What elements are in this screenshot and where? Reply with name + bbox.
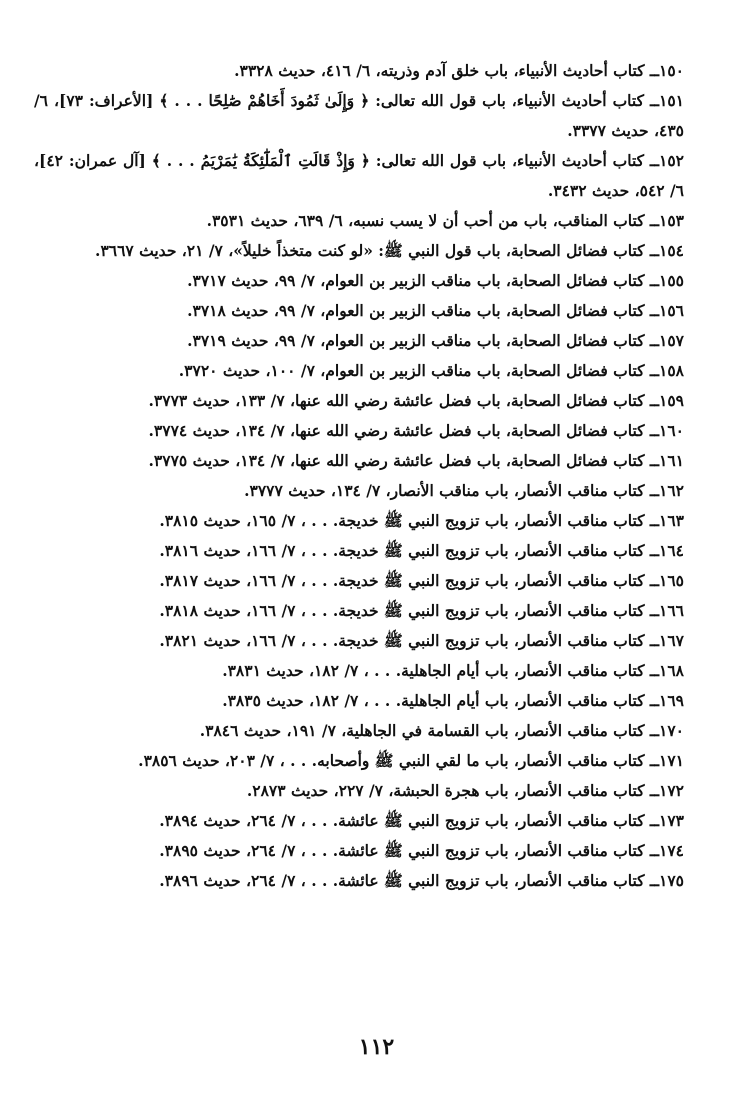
footnote-entry-171: ١٧١ــ كتاب مناقب الأنصار، باب ما لقي النبي ﷺ وأصحابه. . . ، ٧/ ٢٠٣، حديث ٣٨٥٦. — [138, 751, 684, 770]
entry-text: كتاب فضائل الصحابة، باب مناقب الزبير بن العوام، ٧/ ١٠٠، حديث ٣٧٢٠. — [178, 361, 645, 380]
entry-text: كتاب مناقب الأنصار، باب تزويج النبي ﷺ خديجة. . . ، ٧/ ١٦٦، حديث ٣٨١٨. — [159, 601, 645, 620]
entry-text: كتاب فضائل الصحابة، باب مناقب الزبير بن العوام، ٧/ ٩٩، حديث ٣٧١٩. — [187, 331, 645, 350]
footnote-entry-167: ١٦٧ــ كتاب مناقب الأنصار، باب تزويج النبي ﷺ خديجة. . . ، ٧/ ١٦٦، حديث ٣٨٢١. — [159, 631, 684, 650]
footnote-entry-153: ١٥٣ــ كتاب المناقب، باب من أحب أن لا يسب نسبه، ٦/ ٦٣٩، حديث ٣٥٣١. — [206, 211, 684, 230]
footnote-entry-164: ١٦٤ــ كتاب مناقب الأنصار، باب تزويج النبي ﷺ خديجة. . . ، ٧/ ١٦٦، حديث ٣٨١٦. — [159, 541, 684, 560]
entry-number: ١٧٤ — [659, 841, 684, 860]
footnote-entry-168: ١٦٨ــ كتاب مناقب الأنصار، باب أيام الجاهلية. . . ، ٧/ ١٨٢، حديث ٣٨٣١. — [222, 661, 684, 680]
entry-number: ١٧٥ — [659, 871, 684, 890]
entry-number: ١٦٦ — [659, 601, 684, 620]
entry-text: كتاب مناقب الأنصار، باب تزويج النبي ﷺ عائشة. . . ، ٧/ ٢٦٤، حديث ٣٨٩٥. — [159, 841, 645, 860]
footnote-entry-155: ١٥٥ــ كتاب فضائل الصحابة، باب مناقب الزبير بن العوام، ٧/ ٩٩، حديث ٣٧١٧. — [187, 271, 684, 290]
entry-number: ١٧٣ — [659, 811, 684, 830]
footnote-entry-165: ١٦٥ــ كتاب مناقب الأنصار، باب تزويج النبي ﷺ خديجة. . . ، ٧/ ١٦٦، حديث ٣٨١٧. — [159, 571, 684, 590]
entry-number: ١٦٠ — [659, 421, 684, 440]
footnote-entry-174: ١٧٤ــ كتاب مناقب الأنصار، باب تزويج النبي ﷺ عائشة. . . ، ٧/ ٢٦٤، حديث ٣٨٩٥. — [159, 841, 684, 860]
entry-text: كتاب أحاديث الأنبياء، باب قول الله تعالى: ﴿ وَإِلَىٰ ثَمُودَ أَخَاهُمْ صَٰلِحًا . . . ﴾ [الأعراف: ٧٣]، ٦/ ٤٣٥، حديث ٣٣٧٧. — [34, 91, 684, 140]
entry-text: كتاب مناقب الأنصار، باب تزويج النبي ﷺ عائشة. . . ، ٧/ ٢٦٤، حديث ٣٨٩٦. — [159, 871, 645, 890]
entry-number: ١٦١ — [659, 451, 684, 470]
entry-number: ١٧١ — [659, 751, 684, 770]
entry-text: كتاب مناقب الأنصار، باب أيام الجاهلية. . . ، ٧/ ١٨٢، حديث ٣٨٣١. — [222, 661, 645, 680]
entry-text: كتاب مناقب الأنصار، باب تزويج النبي ﷺ خديجة. . . ، ٧/ ١٦٦، حديث ٣٨١٦. — [159, 541, 645, 560]
page-number: ١١٢ — [358, 1034, 395, 1060]
entry-text: كتاب المناقب، باب من أحب أن لا يسب نسبه، ٦/ ٦٣٩، حديث ٣٥٣١. — [206, 211, 645, 230]
footnote-entry-159: ١٥٩ــ كتاب فضائل الصحابة، باب فضل عائشة رضي الله عنها، ٧/ ١٣٣، حديث ٣٧٧٣. — [148, 391, 684, 410]
footnote-entry-158: ١٥٨ــ كتاب فضائل الصحابة، باب مناقب الزبير بن العوام، ٧/ ١٠٠، حديث ٣٧٢٠. — [178, 361, 684, 380]
entry-number: ١٥٤ — [659, 241, 684, 260]
entry-number: ١٦٥ — [659, 571, 684, 590]
footnote-entry-154: ١٥٤ــ كتاب فضائل الصحابة، باب قول النبي ﷺ: «لو كنت متخذاً خليلاً»، ٧/ ٢١، حديث ٣٦٦٧. — [95, 241, 684, 260]
entry-text: كتاب أحاديث الأنبياء، باب خلق آدم وذريته، ٦/ ٤١٦، حديث ٣٣٢٨. — [234, 61, 645, 80]
entry-number: ١٥٦ — [659, 301, 684, 320]
footnote-entry-172: ١٧٢ــ كتاب مناقب الأنصار، باب هجرة الحبشة، ٧/ ٢٢٧، حديث ٢٨٧٣. — [246, 781, 684, 800]
entry-number: ١٦٤ — [659, 541, 684, 560]
footnote-entry-163: ١٦٣ــ كتاب مناقب الأنصار، باب تزويج النبي ﷺ خديجة. . . ، ٧/ ١٦٥، حديث ٣٨١٥. — [159, 511, 684, 530]
footnote-entry-161: ١٦١ــ كتاب فضائل الصحابة، باب فضل عائشة رضي الله عنها، ٧/ ١٣٤، حديث ٣٧٧٥. — [148, 451, 684, 470]
entry-number: ١٥٠ — [659, 61, 684, 80]
entry-number: ١٦٢ — [659, 481, 684, 500]
entry-number: ١٥١ — [659, 91, 685, 110]
footnote-entry-162: ١٦٢ــ كتاب مناقب الأنصار، باب مناقب الأنصار، ٧/ ١٣٤، حديث ٣٧٧٧. — [244, 481, 684, 500]
entry-number: ١٥٧ — [659, 331, 684, 350]
footnote-list — [34, 56, 684, 896]
entry-number: ١٧٠ — [659, 721, 684, 740]
entry-number: ١٥٢ — [659, 151, 684, 170]
entry-number: ١٦٣ — [659, 511, 684, 530]
footnote-entry-169: ١٦٩ــ كتاب مناقب الأنصار، باب أيام الجاهلية. . . ، ٧/ ١٨٢، حديث ٣٨٣٥. — [222, 691, 684, 710]
entry-text: كتاب مناقب الأنصار، باب تزويج النبي ﷺ عائشة. . . ، ٧/ ٢٦٤، حديث ٣٨٩٤. — [159, 811, 645, 830]
footnote-entry-160: ١٦٠ــ كتاب فضائل الصحابة، باب فضل عائشة رضي الله عنها، ٧/ ١٣٤، حديث ٣٧٧٤. — [148, 421, 684, 440]
footnote-entry-151: ١٥١ــ كتاب أحاديث الأنبياء، باب قول الله تعالى: ﴿ وَإِلَىٰ ثَمُودَ أَخَاهُمْ صَٰلِحًا . . . ﴾ [الأعراف: ٧٣]، ٦/ ٤٣٥، حديث ٣٣٧٧. — [34, 91, 685, 140]
entry-text: كتاب فضائل الصحابة، باب فضل عائشة رضي الله عنها، ٧/ ١٣٣، حديث ٣٧٧٣. — [148, 391, 645, 410]
footnote-entry-150: ١٥٠ــ كتاب أحاديث الأنبياء، باب خلق آدم وذريته، ٦/ ٤١٦، حديث ٣٣٢٨. — [234, 61, 684, 80]
entry-number: ١٥٨ — [659, 361, 684, 380]
entry-number: ١٦٩ — [659, 691, 684, 710]
entry-number: ١٦٨ — [659, 661, 684, 680]
entry-text: كتاب مناقب الأنصار، باب هجرة الحبشة، ٧/ ٢٢٧، حديث ٢٨٧٣. — [246, 781, 645, 800]
entry-text: كتاب مناقب الأنصار، باب تزويج النبي ﷺ خديجة. . . ، ٧/ ١٦٥، حديث ٣٨١٥. — [159, 511, 645, 530]
footnote-entry-166: ١٦٦ــ كتاب مناقب الأنصار، باب تزويج النبي ﷺ خديجة. . . ، ٧/ ١٦٦، حديث ٣٨١٨. — [159, 601, 684, 620]
entry-text: كتاب فضائل الصحابة، باب مناقب الزبير بن العوام، ٧/ ٩٩، حديث ٣٧١٧. — [187, 271, 645, 290]
entry-number: ١٥٣ — [659, 211, 684, 230]
entry-number: ١٦٧ — [659, 631, 684, 650]
entry-text: كتاب مناقب الأنصار، باب تزويج النبي ﷺ خديجة. . . ، ٧/ ١٦٦، حديث ٣٨١٧. — [159, 571, 645, 590]
footnote-entry-175: ١٧٥ــ كتاب مناقب الأنصار، باب تزويج النبي ﷺ عائشة. . . ، ٧/ ٢٦٤، حديث ٣٨٩٦. — [159, 871, 684, 890]
entry-text: كتاب مناقب الأنصار، باب القسامة في الجاهلية، ٧/ ١٩١، حديث ٣٨٤٦. — [199, 721, 645, 740]
entry-text: كتاب مناقب الأنصار، باب ما لقي النبي ﷺ وأصحابه. . . ، ٧/ ٢٠٣، حديث ٣٨٥٦. — [138, 751, 645, 770]
entry-text: كتاب أحاديث الأنبياء، باب قول الله تعالى: ﴿ وَإِذْ قَالَتِ ٱلْمَلَٰٓئِكَةُ يَٰمَرْيَمُ . . . ﴾ [آل عمران: ٤٢]، ٦/ ٥٤٢، حديث ٣٤٣٢. — [34, 151, 684, 200]
entry-text: كتاب مناقب الأنصار، باب أيام الجاهلية. . . ، ٧/ ١٨٢، حديث ٣٨٣٥. — [222, 691, 645, 710]
entry-text: كتاب فضائل الصحابة، باب فضل عائشة رضي الله عنها، ٧/ ١٣٤، حديث ٣٧٧٥. — [148, 451, 645, 470]
footnote-entry-170: ١٧٠ــ كتاب مناقب الأنصار، باب القسامة في الجاهلية، ٧/ ١٩١، حديث ٣٨٤٦. — [199, 721, 684, 740]
entry-number: ١٧٢ — [659, 781, 684, 800]
entry-text: كتاب فضائل الصحابة، باب فضل عائشة رضي الله عنها، ٧/ ١٣٤، حديث ٣٧٧٤. — [148, 421, 645, 440]
footnote-entry-173: ١٧٣ــ كتاب مناقب الأنصار، باب تزويج النبي ﷺ عائشة. . . ، ٧/ ٢٦٤، حديث ٣٨٩٤. — [159, 811, 684, 830]
entry-text: كتاب مناقب الأنصار، باب تزويج النبي ﷺ خديجة. . . ، ٧/ ١٦٦، حديث ٣٨٢١. — [159, 631, 645, 650]
footnote-entry-157: ١٥٧ــ كتاب فضائل الصحابة، باب مناقب الزبير بن العوام، ٧/ ٩٩، حديث ٣٧١٩. — [187, 331, 684, 350]
entry-text: كتاب مناقب الأنصار، باب مناقب الأنصار، ٧/ ١٣٤، حديث ٣٧٧٧. — [244, 481, 645, 500]
entry-text: كتاب فضائل الصحابة، باب مناقب الزبير بن العوام، ٧/ ٩٩، حديث ٣٧١٨. — [187, 301, 645, 320]
footnote-entry-152: ١٥٢ــ كتاب أحاديث الأنبياء، باب قول الله تعالى: ﴿ وَإِذْ قَالَتِ ٱلْمَلَٰٓئِكَةُ يَٰمَرْيَمُ . . . ﴾ [آل عمران: ٤٢]، ٦/ ٥٤٢، حديث ٣٤٣٢. — [34, 151, 684, 200]
footnote-entry-156: ١٥٦ــ كتاب فضائل الصحابة، باب مناقب الزبير بن العوام، ٧/ ٩٩، حديث ٣٧١٨. — [187, 301, 684, 320]
entry-text: كتاب فضائل الصحابة، باب قول النبي ﷺ: «لو كنت متخذاً خليلاً»، ٧/ ٢١، حديث ٣٦٦٧. — [95, 241, 645, 260]
entry-number: ١٥٩ — [659, 391, 684, 410]
entry-number: ١٥٥ — [659, 271, 684, 290]
